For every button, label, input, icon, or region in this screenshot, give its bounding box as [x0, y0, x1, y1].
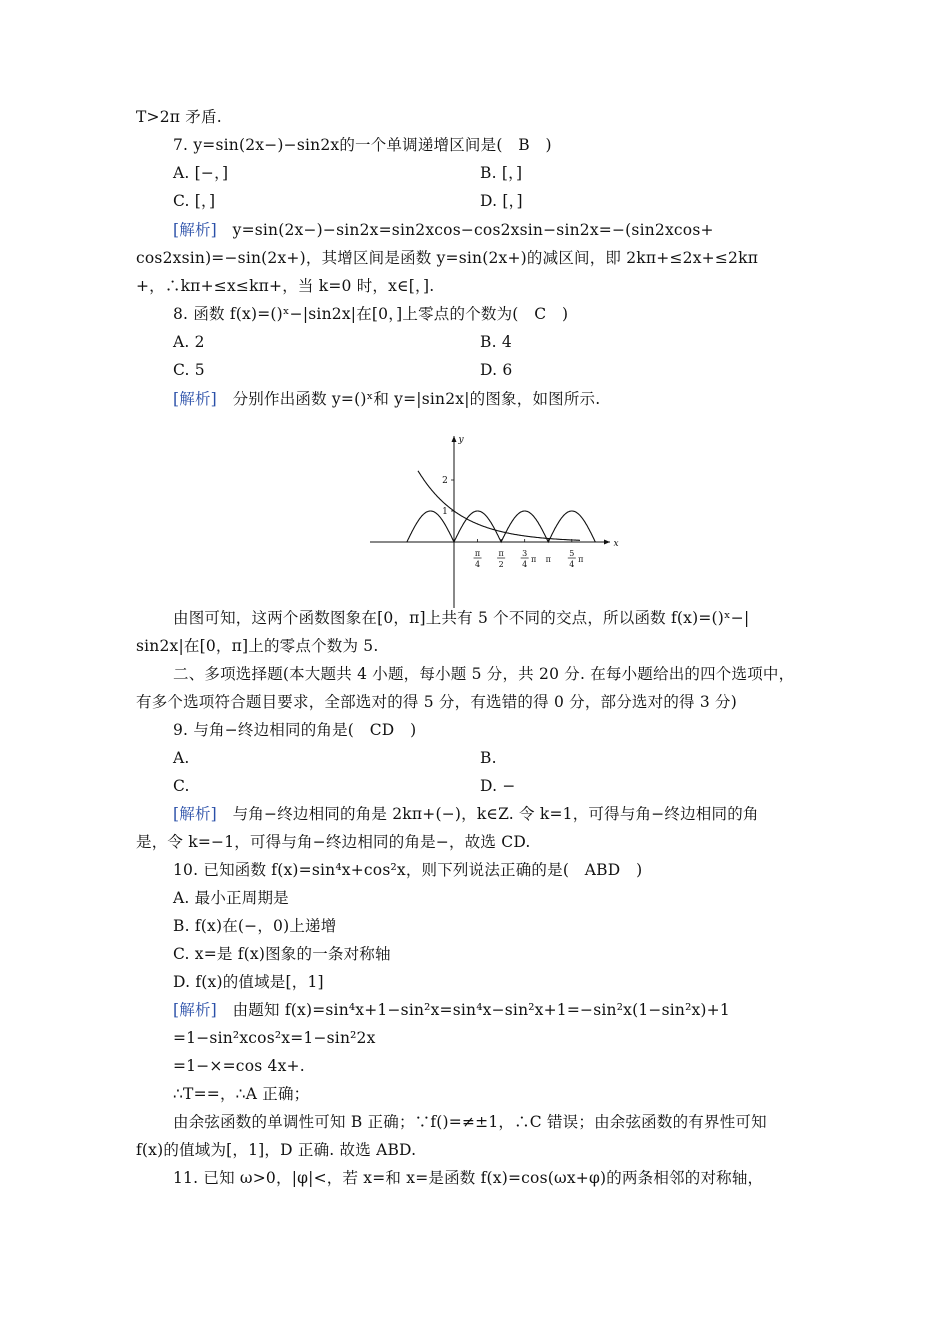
- text-content: 与角−终边相同的角是 2kπ+(−)，k∈Z. 令 k=1，可得与角−终边相同的角: [216, 805, 759, 823]
- x-tick-denominator: 4: [569, 560, 575, 569]
- text-content: B. [，]: [480, 164, 523, 182]
- x-tick-numerator: 3: [522, 549, 528, 558]
- text-line-l27: [173, 860, 642, 880]
- text-line-l20: [173, 720, 416, 740]
- text-content: C. 5: [173, 361, 205, 379]
- text-line-l01: [136, 107, 222, 127]
- y-tick-label: 1: [442, 507, 448, 517]
- text-content: C.: [173, 777, 190, 795]
- text-content: y=sin(2x−)−sin2x=sin2xcos−cos2xsin−sin2x=−(sin2xcos+: [216, 221, 714, 239]
- text-content: D. −: [480, 777, 516, 795]
- text-content: D. f(x)的值域是[，1]: [173, 973, 324, 991]
- text-line-l38: [173, 1168, 763, 1188]
- x-tick-numerator: 5: [569, 549, 575, 558]
- text-content: =1−sin²xcos²x=1−sin²2x: [173, 1029, 376, 1047]
- text-line-l28: [173, 888, 289, 908]
- text-content: A. 2: [173, 333, 205, 351]
- text-line-l23: [173, 776, 190, 796]
- text-line-l16: [173, 608, 749, 628]
- text-line-l13: [173, 360, 205, 380]
- x-tick-numerator: π: [474, 549, 481, 558]
- text-line-l07: [173, 220, 714, 240]
- text-content: 有多个选项符合题目要求，全部选对的得 5 分，有选错的得 0 分，部分选对的得 3 分): [136, 693, 737, 711]
- text-content: 二、多项选择题(本大题共 4 小题，每小题 5 分，共 20 分. 在每小题给出的四个选项中，: [173, 665, 795, 683]
- y-tick-label: 2: [442, 476, 448, 486]
- analysis-tag: [解析]: [173, 805, 217, 823]
- text-content: B.: [480, 749, 497, 767]
- text-content: 是，令 k=−1，可得与角−终边相同的角是−，故选 CD.: [136, 833, 531, 851]
- text-line-l34: [173, 1056, 305, 1076]
- text-content: D. [，]: [480, 192, 523, 210]
- text-line-l05: [173, 191, 215, 211]
- text-content: 由图可知，这两个函数图象在[0，π]上共有 5 个不同的交点，所以函数 f(x)=()ˣ−|: [173, 609, 750, 627]
- text-content: 8. 函数 f(x)=()ˣ−|sin2x|在[0，]上零点的个数为( C ): [173, 305, 569, 323]
- text-line-l21: [173, 748, 190, 768]
- text-line-l17: [136, 636, 378, 656]
- text-line-l10: [173, 304, 568, 324]
- analysis-tag: [解析]: [173, 390, 217, 408]
- text-content: D. 6: [480, 361, 513, 379]
- text-line-l30: [173, 944, 391, 964]
- analysis-tag: [解析]: [173, 221, 217, 239]
- text-content: 10. 已知函数 f(x)=sin⁴x+cos²x，则下列说法正确的是( ABD ): [173, 861, 643, 879]
- text-line-l18: [173, 664, 794, 684]
- series-line-abs-sin2x: [407, 511, 596, 542]
- x-tick-numerator: π: [498, 549, 504, 558]
- x-tick-suffix: π: [578, 555, 584, 564]
- text-content: 由余弦函数的单调性可知 B 正确；∵f()=≠±1，∴C 错误；由余弦函数的有界性可知: [173, 1113, 767, 1131]
- text-line-l35: [173, 1084, 309, 1104]
- text-line-l31: [173, 972, 324, 992]
- text-line-l26: [136, 832, 531, 852]
- analysis-tag: [解析]: [173, 1001, 217, 1019]
- y-axis-arrow: [452, 436, 457, 442]
- text-content: A. [−，]: [173, 164, 229, 182]
- text-content: 由题知 f(x)=sin⁴x+1−sin²x=sin⁴x−sin²x+1=−sin²x(1−sin²x)+1: [216, 1001, 730, 1019]
- text-line-l25: [173, 804, 759, 824]
- text-content: 7. y=sin(2x−)−sin2x的一个单调递增区间是( B ): [173, 136, 552, 154]
- text-line-l12: [480, 332, 512, 352]
- text-content: ∴T==，∴A 正确；: [173, 1085, 310, 1103]
- x-tick-denominator: 4: [475, 560, 481, 569]
- text-content: C. x=是 f(x)图象的一条对称轴: [173, 945, 391, 963]
- text-content: 11. 已知 ω>0，|φ|<，若 x=和 x=是函数 f(x)=cos(ωx+φ)的两条相邻的对称轴，: [173, 1169, 764, 1187]
- x-tick-suffix: π: [531, 555, 537, 564]
- text-line-l32: [173, 1000, 730, 1020]
- text-content: B. 4: [480, 333, 512, 351]
- text-line-l24: [480, 776, 516, 796]
- x-tick-denominator: 4: [522, 560, 528, 569]
- text-content: sin2x|在[0，π]上的零点个数为 5.: [136, 637, 379, 655]
- text-content: T>2π 矛盾.: [136, 108, 222, 126]
- function-graph: [368, 430, 618, 610]
- x-axis-label: x: [613, 539, 619, 549]
- text-line-l11: [173, 332, 205, 352]
- x-tick-denominator: 2: [498, 560, 504, 569]
- text-line-l22: [480, 748, 497, 768]
- text-line-l08: [136, 248, 758, 268]
- text-line-l37: [136, 1140, 416, 1160]
- text-content: cos2xsin)=−sin(2x+)，其增区间是函数 y=sin(2x+)的减区间，即 2kπ+≤2x+≤2kπ: [136, 249, 759, 267]
- text-line-l14: [480, 360, 512, 380]
- text-line-l15: [173, 389, 600, 409]
- text-content: =1−×=cos 4x+.: [173, 1057, 305, 1075]
- text-line-l33: [173, 1028, 376, 1048]
- text-line-l06: [480, 191, 523, 211]
- text-line-l09: [136, 276, 434, 296]
- text-line-l04: [480, 163, 522, 183]
- text-content: A.: [173, 749, 190, 767]
- y-axis-label: y: [458, 435, 464, 445]
- text-line-l29: [173, 916, 336, 936]
- text-content: +，∴kπ+≤x≤kπ+，当 k=0 时，x∈[，].: [136, 277, 435, 295]
- text-line-l19: [136, 692, 737, 712]
- text-line-l02: [173, 135, 552, 155]
- text-content: f(x)的值域为[，1]，D 正确. 故选 ABD.: [136, 1141, 417, 1159]
- text-content: A. 最小正周期是: [173, 889, 289, 907]
- text-line-l36: [173, 1112, 767, 1132]
- text-content: B. f(x)在(−，0)上递增: [173, 917, 337, 935]
- x-axis-arrow: [604, 540, 610, 545]
- text-content: 9. 与角−终边相同的角是( CD ): [173, 721, 417, 739]
- text-content: 分别作出函数 y=()ˣ和 y=|sin2x|的图象，如图所示.: [216, 390, 601, 408]
- text-content: C. [，]: [173, 192, 216, 210]
- text-line-l03: [173, 163, 228, 183]
- x-tick-label: π: [545, 555, 551, 564]
